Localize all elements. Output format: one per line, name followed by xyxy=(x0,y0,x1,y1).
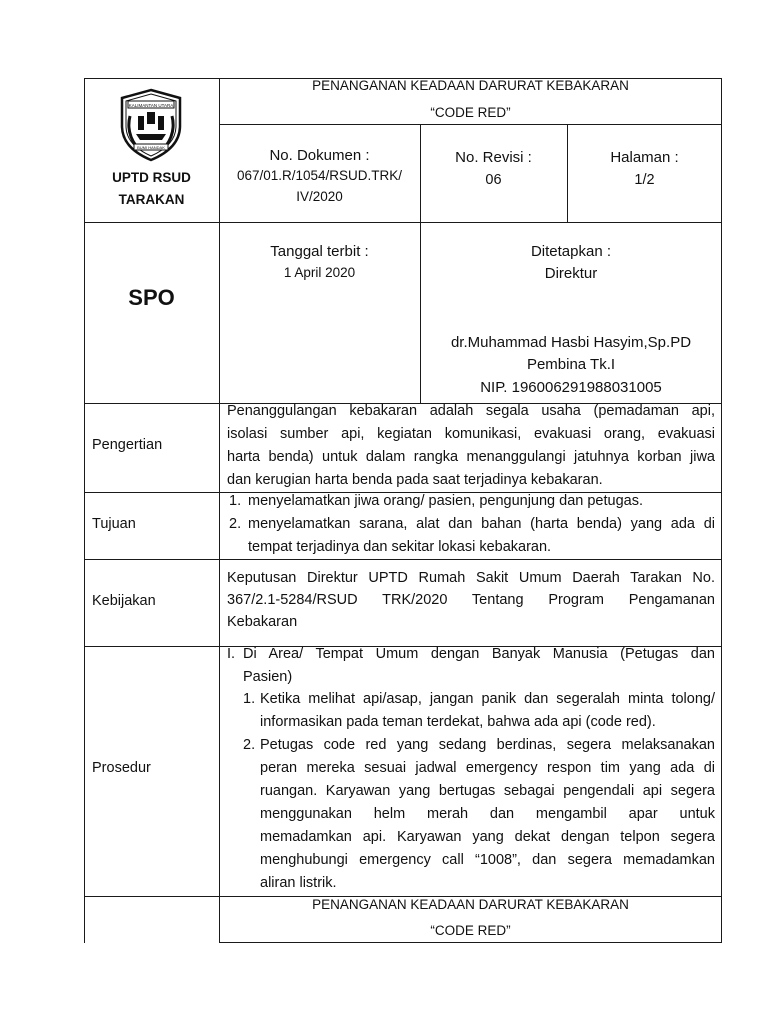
footer-title-line2: “CODE RED” xyxy=(430,923,511,938)
section-label-prosedur: Prosedur xyxy=(92,760,151,776)
set-by-role: Direktur xyxy=(544,265,598,282)
prosedur-section-heading: I. Di Area/ Tempat Umum dengan Banyak Manusia (Petugas dan Pasien) xyxy=(227,646,715,685)
logo-banner-text: KALIMANTAN UTARA xyxy=(128,103,174,108)
issue-date-label: Tanggal terbit : xyxy=(270,243,369,260)
page-value: 1/2 xyxy=(634,172,655,188)
doc-number-label: No. Dokumen : xyxy=(269,147,370,164)
row-divider xyxy=(219,942,722,943)
issue-date-value: 1 April 2020 xyxy=(283,265,356,280)
page-label: Halaman : xyxy=(610,149,679,166)
logo-ribbon-text: BUMI HANDAK xyxy=(137,145,165,150)
row-divider xyxy=(219,124,722,125)
section-label-pengertian: Pengertian xyxy=(92,437,163,453)
section-label-kebijakan: Kebijakan xyxy=(92,593,156,609)
province-logo xyxy=(114,86,188,164)
doc-number-value: IV/2020 xyxy=(296,189,343,204)
footer-title-line1: PENANGANAN KEADAAN DARURAT KEBAKARAN xyxy=(312,897,629,912)
prosedur-step-1: 1. Ketika melihat api/asap, jangan panik dan segeralah minta tolong/ informasikan pada teman terdekat, bahwa ada api (code red). xyxy=(243,691,715,730)
org-name-line1: UPTD RSUD xyxy=(112,170,191,185)
table-border-right xyxy=(721,78,722,943)
revision-label: No. Revisi : xyxy=(455,149,532,166)
set-by-label: Ditetapkan : xyxy=(530,243,612,260)
spo-label: SPO xyxy=(128,285,175,310)
doc-title-line2: “CODE RED” xyxy=(430,105,511,120)
signer-rank: Pembina Tk.I xyxy=(526,356,616,373)
kebijakan-text: Keputusan Direktur UPTD Rumah Sakit Umum Daerah Tarakan No. 367/2.1-5284/RSUD TRK/2020 Tentang Program Pengamanan Kebakaran xyxy=(227,570,715,630)
row-divider xyxy=(84,559,722,560)
row-divider xyxy=(84,222,722,223)
tujuan-item-2: 2. menyelamatkan sarana, alat dan bahan (harta benda) yang ada di tempat terjadinya dan sekitar lokasi kebakaran. xyxy=(229,516,715,555)
prosedur-step-2: 2. Petugas code red yang sedang berdinas, segera melaksanakan peran mereka sesuai jadwal emergency respon tim yang ada di ruangan. Karyawan yang bertugas sebagai pengendali api segera menggunakan helm merah dan mengambil apar untuk memadamkan api. Karyawan yang dekat dengan telpon segera menghubungi emergency call “1008”, dan segera memadamkan aliran listrik. xyxy=(243,737,715,891)
signer-name: dr.Muhammad Hasbi Hasyim,Sp.PD xyxy=(450,334,692,351)
signer-nip: NIP. 196006291988031005 xyxy=(480,379,662,396)
org-name-line2: TARAKAN xyxy=(118,192,185,207)
doc-title-line1: PENANGANAN KEADAAN DARURAT KEBAKARAN xyxy=(312,78,629,93)
doc-number-value: 067/01.R/1054/RSUD.TRK/ xyxy=(236,168,403,183)
section-label-tujuan: Tujuan xyxy=(92,516,136,532)
revision-value: 06 xyxy=(485,172,502,188)
tujuan-item-1: 1. menyelamatkan jiwa orang/ pasien, pengunjung dan petugas. xyxy=(229,493,643,509)
pengertian-text: Penanggulangan kebakaran adalah segala usaha (pemadaman api, isolasi sumber api, kegiatan komunikasi, evakuasi orang, evakuasi harta benda) untuk dalam rangka menanggulangi jatuhnya korban jiwa dan kerugian harta benda pada saat terjadinya kebakaran. xyxy=(227,403,715,488)
